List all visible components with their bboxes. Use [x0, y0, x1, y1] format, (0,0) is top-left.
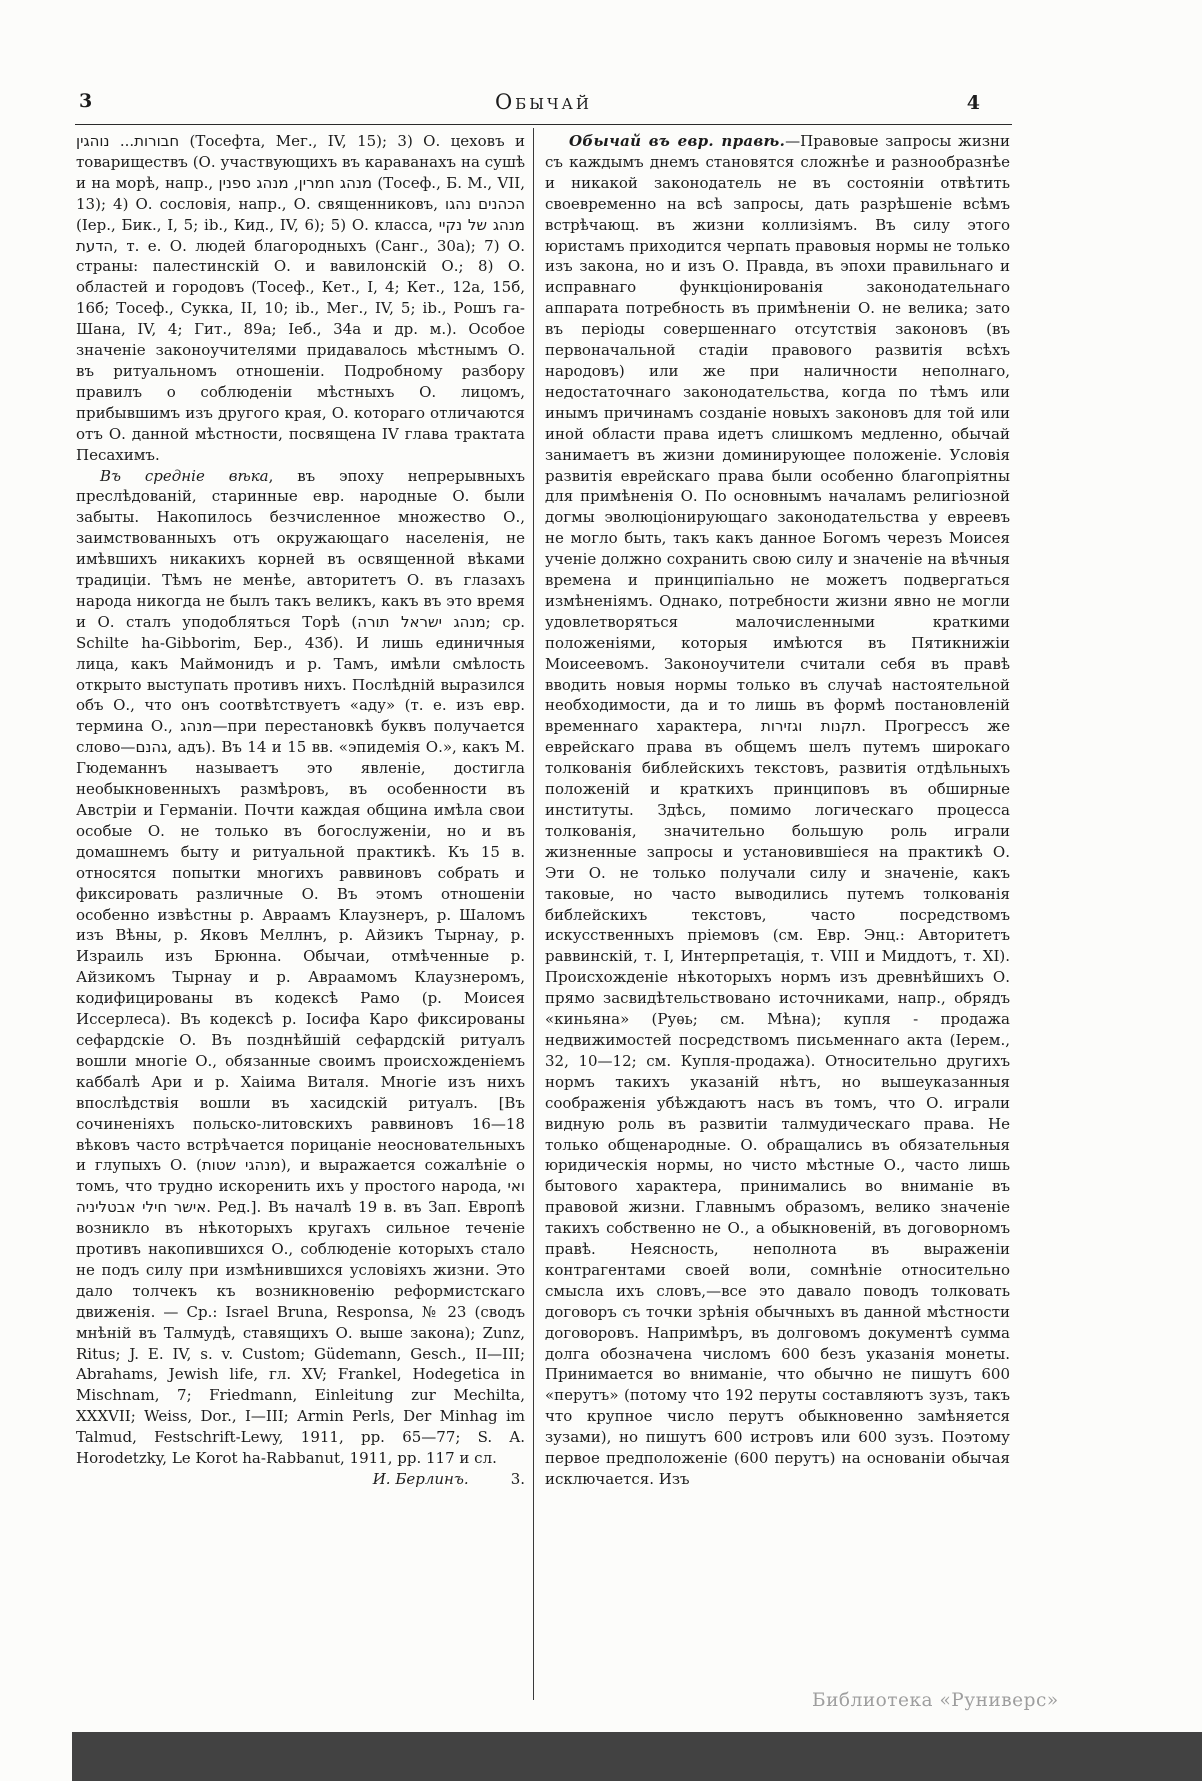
paragraph-lead-italic: Въ средніе вѣка [100, 466, 269, 485]
paragraph-continuation: חבורות... נוהגין (Тосефта, Мег., IV, 15); 3) О. цеховъ и товариществъ (О. участвующихъ въ караванахъ на сушѣ и на морѣ, напр., מנהג חמרין, מנהג ספנין (Тосеф., Б. М., VII, 13); 4) О. сословія, напр., О. священниковъ, הכהנים נהגו (Іер., Бик., I, 5; ib., Кид., IV, 6); 5) О. класса, מנהג של נקיי הדעת, т. е. О. людей благородныхъ (Санг., 30а); 7) О. страны: палестинскій О. и вавилонскій О.; 8) О. областей и городовъ (Тосеф., Кет., I, 4; Кет., 12а, 15б, 16б; Тосеф., Сукка, II, 10; ib., Мег., IV, 5; ib., Рошъ га-Шана, IV, 4; Гит., 89а; Іеб., 34а и др. м.). Особое значеніе законоучителями придавалось мѣстнымъ О. въ ритуальномъ отношеніи. Подробному разбору правилъ о соблюденіи мѣстныхъ О. лицомъ, прибывшимъ изъ другого края, О. котораго отличаются отъ О. данной мѣстности, посвящена IV глава трактата Песахимъ. [76, 132, 525, 464]
article-heading-inline: Обычай въ евр. правѣ. [569, 132, 786, 150]
paragraph-body: , въ эпоху непрерывныхъ преслѣдованій, старинные евр. народные О. были забыты. Накопилось безчисленное множество О., заимствованныхъ отъ окружающаго населенія, не имѣвшихъ никакихъ корней въ освященной вѣками традиціи. Тѣмъ не менѣе, авторитетъ О. въ глазахъ народа никогда не былъ такъ великъ, какъ въ это время и О. сталъ уподобляться Торѣ (מנהג ישראל תורה; ср. Schilte ha-Gibborim, Бер., 43б). И лишь единичныя лица, какъ Маймонидъ и р. Тамъ, имѣли смѣлость открыто выступать противъ нихъ. Послѣдній выразился объ О., что онъ соотвѣтствуетъ «аду» (т. е. изъ евр. термина О., מנהג—при перестановкѣ буквъ получается слово—גהנם, адъ). Въ 14 и 15 вв. «эпидемія О.», какъ М. Гюдеманнъ называетъ это явленіе, достигла необыкновенныхъ размѣровъ, въ особенности въ Австріи и Германіи. Почти каждая община имѣла свои особые О. не только въ богослуженіи, но и въ домашнемъ быту и ритуальной практикѣ. Къ 15 в. относятся попытки многихъ раввиновъ собрать и фиксировать различные О. Въ этомъ отношеніи особенно извѣстны р. Авраамъ Клаузнеръ, р. Шаломъ изъ Вѣны, р. Яковъ Меллнъ, р. Айзикъ Тырнау, р. Израиль изъ Брюнна. Обычаи, отмѣченные р. Айзикомъ Тырнау и р. Авраамомъ Клаузнеромъ, кодифицированы въ кодексѣ Рамо (р. Моисея Иссерлеса). Въ кодексѣ р. Іосифа Каро фиксированы сефардскіе О. Въ позднѣйшій сефардскій ритуалъ вошли многіе О., обязанные своимъ происхожденіемъ каббалѣ Ари и р. Хаіима Виталя. Многіе изъ нихъ впослѣдствія вошли въ хасидскій ритуалъ. [Въ сочиненіяхъ польско-литовскихъ раввиновъ 16—18 вѣковъ часто встрѣчается порицаніе неосновательныхъ и глупыхъ О. (מנהגי שטות), и выражается сожалѣніе о томъ, что трудно искоренить ихъ у простого народа, ואי אישר חילי אבטליניה. Ред.]. Въ началѣ 19 в. въ Зап. Европѣ возникло въ нѣкоторыхъ кругахъ сильное теченіе противъ накопившихся О., соблюденіе которыхъ стало не подъ силу при измѣнившихся условіяхъ жизни. Это дало толчекъ къ возникновенію реформистскаго движенія. — Ср.: Israel Bruna, Responsa, № 23 (сводъ мнѣній въ Талмудѣ, ставящихъ О. выше закона); Zunz, Ritus; J. E. IV, s. v. Custom; Güdemann, Gesch., II—III; Abrahams, Jewish life, гл. XV; Frankel, Hodegetica in Mischnam, 7; Friedmann, Einleitung zur Mechilta, XXXVII; Weiss, Dor., I—III; Armin Perls, Der Minhag im Talmud, Festschrift-Lewy, 1911, pp. 65—77; S. A. Horodetzky, Le Korot ha-Rabbanut, 1911, pp. 117 и сл. [76, 466, 525, 1468]
author-signature: И. Берлинъ. [372, 1470, 469, 1488]
paragraph-body: —Правовые запросы жизни съ каждымъ днемъ становятся сложнѣе и разнообразнѣе и никакой законодатель не въ состояніи отвѣтить своевременно на всѣ запросы, дать разрѣшеніе всѣмъ встрѣчающ. въ жизни коллизіямъ. Въ силу этого юристамъ приходится черпать правовыя нормы не только изъ закона, но и изъ О. Правда, въ эпохи правильнаго и исправнаго функціонированія законодательнаго аппарата потребность въ примѣненіи О. не велика; зато въ періоды совершеннаго отсутствія законовъ (въ первоначальной стадіи правового развитія всѣхъ народовъ) или же при наличности неполнаго, недостаточнаго законодательства, когда по тѣмъ или инымъ причинамъ созданіе новыхъ законовъ для той или иной области права идетъ слишкомъ медленно, обычай занимаетъ въ жизни доминирующее положеніе. Условія развитія еврейскаго права были особенно благопріятны для примѣненія О. По основнымъ началамъ религіозной догмы эволюціонирующаго законодательства у евреевъ не могло быть, такъ какъ данное Богомъ черезъ Моисея ученіе должно сохранить свою силу и значеніе на вѣчныя времена и принципіально не можетъ подвергаться измѣненіямъ. Однако, потребности жизни явно не могли удовлетворяться малочисленными краткими положеніями, которыя имѣются въ Пятикнижіи Моисеевомъ. Законоучители считали себя въ правѣ вводить новыя нормы только въ случаѣ настоятельной необходимости, да и то лишь въ формѣ постановленій временнаго характера, תקנות וגזירות. Прогрессъ же еврейскаго права въ общемъ шелъ путемъ широкаго толкованія библейскихъ текстовъ, развитія отдѣльныхъ положеній и краткихъ принциповъ въ обширные институты. Здѣсь, помимо логическаго процесса толкованія, значительно большую роль играли жизненные запросы и установившіеся на практикѣ О. Эти О. не только получали силу и значеніе, какъ таковые, но часто выводились путемъ толкованія библейскихъ текстовъ, часто посредствомъ искусственныхъ пріемовъ (см. Евр. Энц.: Авторитетъ раввинскій, т. I, Интерпретація, т. VIII и Миддотъ, т. XI). Происхожденіе нѣкоторыхъ нормъ изъ древнѣйшихъ О. прямо засвидѣтельствовано источниками, напр., обрядъ «киньяна» (Руѳь; см. Мѣна); купля - продажа недвижимостей посредствомъ письменнаго акта (Іерем., 32, 10—12; см. Купля-продажа). Относительно другихъ нормъ такихъ указаній нѣтъ, но вышеуказанныя соображенія убѣждаютъ насъ въ томъ, что О. играли видную роль въ развитіи талмудическаго права. Не только общенародные. О. обращались въ обязательныя юридическія нормы, но чисто мѣстные О., часто лишь бытового характера, принимались во вниманіе въ правовой жизни. Главнымъ образомъ, велико значеніе такихъ собственно не О., а обыкновеній, въ договорномъ правѣ. Неясность, неполнота въ выраженіи контрагентами своей воли, сомнѣніе относительно смысла ихъ словъ,—все это давало поводъ толковать договоръ съ точки зрѣнія обычныхъ въ данной мѣстности договоровъ. Напримѣръ, въ долговомъ документѣ сумма долга обозначена числомъ 600 безъ указанія монеты. Принимается во вниманіе, что обычно не пишутъ 600 «перутъ» (потому что 192 перуты составляютъ зузъ, такъ что крупное число перутъ обыкновенно замѣняется зузами), но пишутъ 600 истровъ или 600 зузъ. Поэтому первое предположеніе (600 перутъ) на основаніи обычая исключается. Изъ [545, 132, 1010, 1488]
left-page-number: 3 [79, 90, 93, 112]
page-header [75, 90, 1012, 120]
scan-artifact-bar [72, 1732, 1202, 1781]
page-title: Обычай [494, 90, 593, 114]
library-watermark: Библиотека «Руниверс» [812, 1690, 1059, 1711]
header-rule [75, 124, 1012, 125]
column-divider-rule [533, 128, 534, 1700]
paragraph-custom-in-jewish-law [545, 131, 1010, 1490]
paragraph-middle-ages [76, 466, 525, 1488]
right-page-number: 4 [966, 92, 980, 114]
left-text-column [76, 131, 525, 1677]
right-text-column [545, 131, 1010, 1703]
section-number: 3. [510, 1470, 525, 1488]
